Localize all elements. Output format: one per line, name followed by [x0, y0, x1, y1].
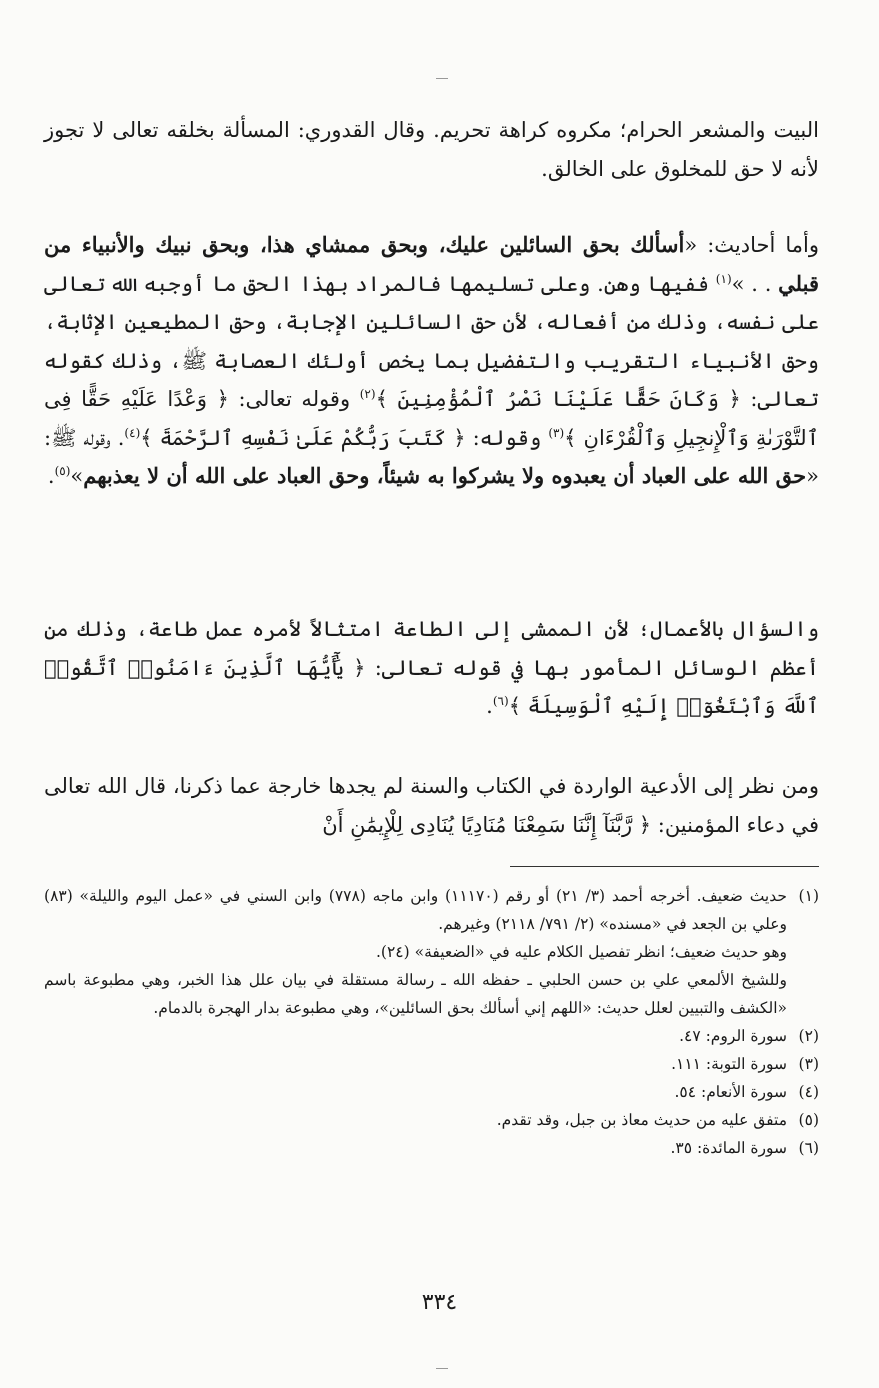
footnote-text: سورة الروم: ٤٧.: [679, 1027, 787, 1045]
footnote-ref-4: (٤): [124, 425, 141, 440]
paragraph-2-text-f: »: [70, 464, 84, 488]
footnote-6: [44, 1134, 819, 1162]
paragraph-2: [44, 226, 819, 496]
paragraph-2-text-a: . . »: [731, 271, 779, 296]
quran-verse-4: ﴿ يَٰٓأَيُّهَا ٱلَّذِينَ ءَامَنُوا۟ ٱتَّقُوا۟ ٱللَّهَ وَٱبْتَغُوٓا۟ إِلَيْهِ ٱلْوَسِيلَةَ ﴾: [44, 655, 819, 718]
paragraph-1: [44, 111, 819, 188]
footnote-5: [44, 1106, 819, 1134]
paragraph-3-text-a: والسؤال بالأعمال؛ لأن الممشى إلى الطاعة امتثالاً لأمره عمل طاعة، وذلك من أعظم الوسائل المأمور بها في قوله تعالى:: [44, 617, 819, 680]
footnote-text: سورة التوبة: ١١١.: [671, 1055, 787, 1073]
hadith-text-2: حق الله على العباد أن يعبدوه ولا يشركوا به شيئاً، وحق العباد على الله أن لا يعذبهم: [83, 463, 807, 488]
paragraph-2-text-b: ففيها وهن. وعلى تسليمها فالمراد بهذا الحق ما أوجبه الله تعالى على نفسه، وذلك من أفعاله، لأن حق السائلين الإجابة، وحق المطيعين الإثابة، وحق الأنبياء التقريب والتفضيل بما يخص أولئك العصابة ﷺ، وذلك كقوله تعالى:: [44, 271, 819, 411]
footnote-number: (٥): [798, 1111, 819, 1129]
footnote-separator: [510, 866, 819, 867]
quran-verse-1: ﴿ وَكَانَ حَقًّا عَلَيْنَا نَصْرُ ٱلْمُؤْمِنِينَ ﴾: [375, 387, 741, 411]
paragraph-2-text-g: .: [47, 464, 55, 488]
footnote-ref-3: (٣): [548, 425, 565, 440]
quran-verse-5: ﴿ رَّبَّنَآ إِنَّنَا سَمِعْنَا مُنَادِيًا يُنَادِى لِلْإِيمَٰنِ أَنْ: [322, 812, 652, 837]
hadith-text-1: أسألك بحق السائلين عليك، وبحق ممشاي هذا، وبحق نبيك والأنبياء من قبلي: [44, 232, 819, 296]
footnote-1-continuation: وللشيخ الألمعي علي بن حسن الحلبي ـ حفظه الله ـ رسالة مستقلة في بيان علل هذا الخبر، وهي مطبوعة باسم «الكشف والتبيين لعلل حديث: «اللهم إني أسألك بحق السائلين»، وهي مطبوعة بدار الهجرة بالدمام.: [44, 971, 787, 1017]
scan-mark: [436, 78, 448, 79]
footnote-number: (٤): [798, 1083, 819, 1101]
footnote-number: (٣): [798, 1055, 819, 1073]
footnote-ref-1: (١): [715, 271, 732, 286]
footnote-number: (٢): [798, 1027, 819, 1045]
footnote-ref-2: (٢): [359, 387, 376, 401]
footnote-number: (١): [798, 887, 819, 905]
footnote-ref-5: (٥): [54, 464, 71, 478]
page-number: ٣٣٤: [421, 1290, 458, 1315]
footnote-ref-6: (٦): [492, 694, 509, 708]
footnote-text: سورة الأنعام: ٥٤.: [674, 1083, 787, 1101]
footnote-text: حديث ضعيف. أخرجه أحمد (٣/ ٢١) أو رقم (١١١٧٠) وابن ماجه (٧٧٨) وابن السني في «عمل اليوم والليلة» (٨٣) وعلي بن الجعد في «مسنده» (٢/ ٧٩١/ ٢١١٨) وغيرهم.: [44, 887, 787, 933]
paragraph-2-text-c: وقوله تعالى:: [228, 387, 360, 411]
footnote-1-continuation: وهو حديث ضعيف؛ انظر تفصيل الكلام عليه في «الضعيفة» (٢٤).: [375, 943, 787, 961]
footnote-text: سورة المائدة: ٣٥.: [670, 1139, 787, 1157]
paragraph-2-intro: وأما أحاديث: «: [684, 233, 819, 257]
footnote-text: متفق عليه من حديث معاذ بن جبل، وقد تقدم.: [496, 1111, 787, 1129]
paragraph-4: [44, 767, 819, 844]
footnotes: [44, 882, 819, 1162]
quran-verse-3: ﴿ كَتَبَ رَبُّكُمْ عَلَىٰ نَفْسِهِ ٱلرَّحْمَةَ ﴾: [140, 425, 466, 450]
footnote-4: [44, 1078, 819, 1106]
paragraph-2-text-e: . وقوله ﷺ: «: [44, 425, 819, 488]
footnote-1: [44, 882, 819, 938]
paragraph-1-text: البيت والمشعر الحرام؛ مكروه كراهة تحريم. وقال القدوري: المسألة بخلقه تعالى لا تجوز لأنه لا حق للمخلوق على الخالق.: [44, 118, 819, 181]
footnote-3: [44, 1050, 819, 1078]
paragraph-2-text-d: وقوله:: [465, 425, 549, 450]
footnote-number: (٦): [798, 1139, 819, 1157]
paragraph-3: [44, 610, 819, 726]
scan-mark: [436, 1368, 448, 1369]
paragraph-4-text: ومن نظر إلى الأدعية الواردة في الكتاب والسنة لم يجدها خارجة عما ذكرنا، قال الله تعالى في دعاء المؤمنين:: [44, 774, 819, 837]
footnote-2: [44, 1022, 819, 1050]
quran-verse-2: ﴿ وَعْدًا عَلَيْهِ حَقًّا فِى ٱلتَّوْرَىٰةِ وَٱلْإِنجِيلِ وَٱلْقُرْءَانِ ﴾: [44, 387, 820, 450]
paragraph-3-text-b: .: [486, 694, 493, 718]
